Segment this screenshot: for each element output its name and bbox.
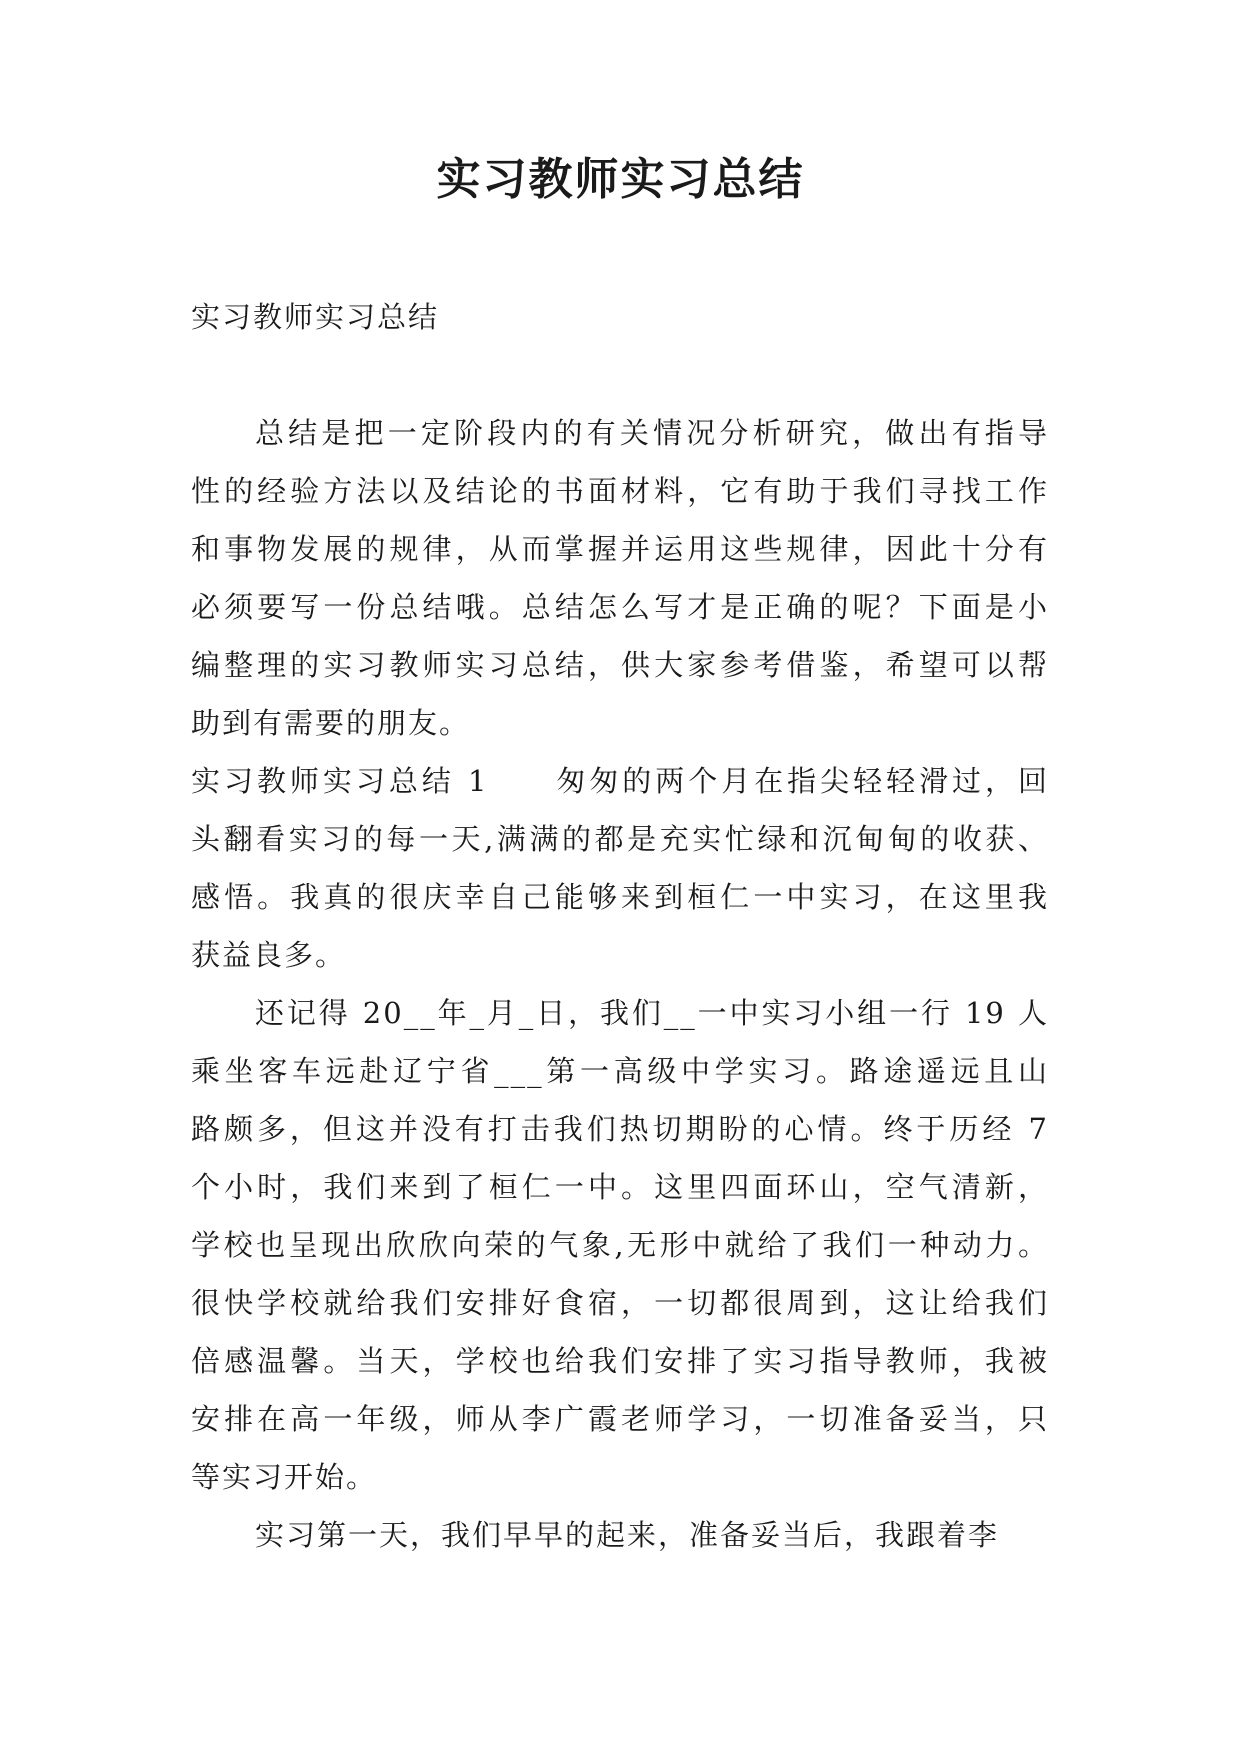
paragraph-line: 路颇多，但这并没有打击我们热切期盼的心情。终于历经 7 [191, 1112, 1049, 1146]
paragraph-line: 等实习开始。 [191, 1460, 378, 1494]
body-paragraph [191, 752, 1049, 984]
document-subtitle: 实习教师实习总结 [191, 300, 440, 334]
paragraph-line: 很快学校就给我们安排好食宿，一切都很周到，这让给我们 [191, 1286, 1049, 1320]
paragraph-line: 倍感温馨。当天，学校也给我们安排了实习指导教师，我被 [191, 1344, 1049, 1378]
paragraph-line: 实习教师实习总结 1 匆匆的两个月在指尖轻轻滑过，回 [191, 764, 1049, 798]
paragraph-line: 头翻看实习的每一天,满满的都是充实忙绿和沉甸甸的收获、 [191, 822, 1049, 856]
document-body [191, 288, 1049, 1564]
body-paragraph [191, 1506, 1049, 1564]
document-title: 实习教师实习总结 [436, 154, 805, 205]
paragraph-line: 获益良多。 [191, 938, 347, 972]
paragraph-line: 实习第一天，我们早早的起来，准备妥当后，我跟着李 [255, 1518, 1000, 1552]
paragraph-line: 个小时，我们来到了桓仁一中。这里四面环山，空气清新， [191, 1170, 1049, 1204]
paragraph-line: 安排在高一年级，师从李广霞老师学习，一切准备妥当，只 [191, 1402, 1049, 1436]
paragraph-line: 性的经验方法以及结论的书面材料，它有助于我们寻找工作 [191, 474, 1049, 508]
paragraph-line: 和事物发展的规律，从而掌握并运用这些规律，因此十分有 [191, 532, 1049, 566]
paragraph-line: 总结是把一定阶段内的有关情况分析研究，做出有指导 [255, 416, 1049, 450]
paragraph-line: 乘坐客车远赴辽宁省___第一高级中学实习。路途遥远且山 [191, 1054, 1049, 1088]
paragraph-line: 编整理的实习教师实习总结，供大家参考借鉴，希望可以帮 [191, 648, 1049, 682]
body-paragraph [191, 404, 1049, 752]
body-paragraph [191, 984, 1049, 1506]
paragraph-list [191, 404, 1049, 1564]
paragraph-line: 还记得 20__年_月_日，我们__一中实习小组一行 19 人 [255, 996, 1049, 1030]
paragraph-line: 必须要写一份总结哦。总结怎么写才是正确的呢？下面是小 [191, 590, 1049, 624]
paragraph-line: 助到有需要的朋友。 [191, 706, 471, 740]
paragraph-line: 学校也呈现出欣欣向荣的气象,无形中就给了我们一种动力。 [191, 1228, 1049, 1262]
paragraph-line: 感悟。我真的很庆幸自己能够来到桓仁一中实习，在这里我 [191, 880, 1049, 914]
